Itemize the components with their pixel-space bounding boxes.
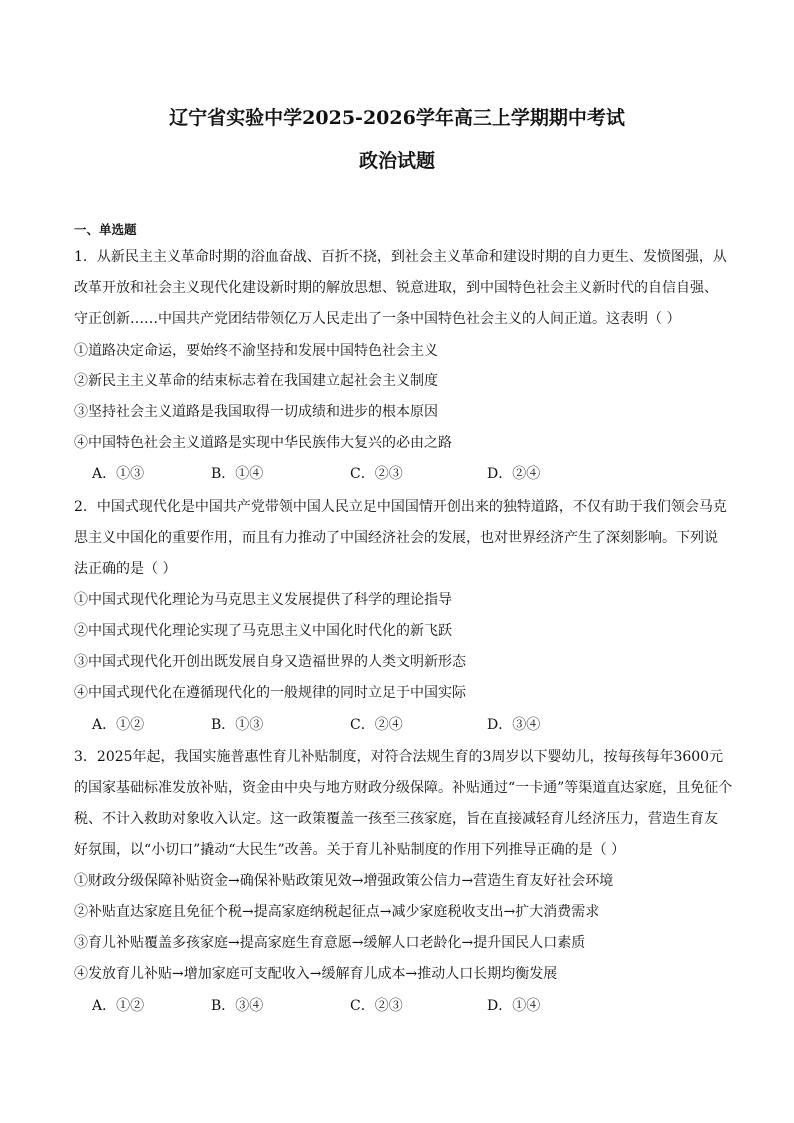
choice-d[interactable]: D．①④: [487, 998, 541, 1014]
statement-option: ④中国特色社会主义道路是实现中华民族伟大复兴的必由之路: [74, 435, 452, 451]
question-stem-line: 法正确的是（ ）: [74, 561, 177, 577]
answer-choices: [92, 716, 692, 734]
question-stem-line: 税、不计入救助对象收入认定。这一政策覆盖一孩至三孩家庭，旨在直接减轻育儿经济压力，营造生育友: [74, 811, 718, 827]
answer-choices: [92, 997, 692, 1015]
question-stem-line: 思主义中国化的重要作用，而且有力推动了中国经济社会的发展，也对世界经济产生了深刻影响。下列说: [74, 530, 718, 546]
answer-choices: [92, 465, 692, 483]
exam-title: 辽宁省实验中学2025-2026学年高三上学期期中考试: [169, 107, 625, 129]
statement-option: ③中国式现代化开创出既发展自身又造福世界的人类文明新形态: [74, 654, 466, 670]
exam-subject: 政治试题: [358, 150, 435, 172]
choice-c[interactable]: C．②④: [350, 717, 403, 733]
choice-a[interactable]: A．①②: [92, 717, 145, 733]
statement-option: ③育儿补贴覆盖多孩家庭→提高家庭生育意愿→缓解人口老龄化→提升国民人口素质: [74, 935, 586, 951]
question-stem-line: 的国家基础标准发放补贴，资金由中央与地方财政分级保障。补贴通过“一卡通”等渠道直达家庭，且免征个: [74, 780, 733, 796]
statement-option: ②补贴直达家庭且免征个税→提高家庭纳税起征点→减少家庭税收支出→扩大消费需求: [74, 904, 600, 920]
choice-b[interactable]: B．①④: [211, 466, 264, 482]
question-stem-line: 2．中国式现代化是中国共产党带领中国人民立足中国国情开创出来的独特道路，不仅有助于我们领会马克: [74, 499, 727, 515]
statement-option: ②新民主主义革命的结束标志着在我国建立起社会主义制度: [74, 373, 438, 389]
choice-a[interactable]: A．①③: [92, 466, 145, 482]
question-stem-line: 好氛围，以“小切口”撬动“大民生”改善。关于育儿补贴制度的作用下列推导正确的是（ ）: [74, 842, 626, 858]
question-stem-line: 1．从新民主主义革命时期的浴血奋战、百折不挠，到社会主义革命和建设时期的自力更生、发愤图强，从: [74, 249, 727, 265]
statement-option: ②中国式现代化理论实现了马克思主义中国化时代化的新飞跃: [74, 623, 452, 639]
question-stem-line: 改革开放和社会主义现代化建设新时期的解放思想、锐意进取，到中国特色社会主义新时代的自信自强、: [74, 280, 718, 296]
statement-option: ④中国式现代化在遵循现代化的一般规律的同时立足于中国实际: [74, 685, 466, 701]
choice-c[interactable]: C．②③: [350, 998, 403, 1014]
statement-option: ④发放育儿补贴→增加家庭可支配收入→缓解育儿成本→推动人口长期均衡发展: [74, 966, 558, 982]
section-heading: 一、单选题: [74, 222, 137, 237]
choice-d[interactable]: D．③④: [487, 717, 541, 733]
statement-option: ①财政分级保障补贴资金→确保补贴政策见效→增强政策公信力→营造生育友好社会环境: [74, 873, 614, 889]
choice-d[interactable]: D．②④: [487, 466, 541, 482]
choice-b[interactable]: B．①③: [211, 717, 264, 733]
question-stem-line: 3．2025年起，我国实施普惠性育儿补贴制度，对符合法规生育的3周岁以下婴幼儿，按每孩每年3600元: [74, 749, 724, 765]
question-stem-line: 守正创新……中国共产党团结带领亿万人民走出了一条中国特色社会主义的人间正道。这表明（ ）: [74, 311, 681, 327]
statement-option: ①中国式现代化理论为马克思主义发展提供了科学的理论指导: [74, 592, 452, 608]
statement-option: ③坚持社会主义道路是我国取得一切成绩和进步的根本原因: [74, 404, 438, 420]
choice-c[interactable]: C．②③: [350, 466, 403, 482]
choice-b[interactable]: B．③④: [211, 998, 264, 1014]
statement-option: ①道路决定命运，要始终不渝坚持和发展中国特色社会主义: [74, 343, 438, 359]
choice-a[interactable]: A．①②: [92, 998, 145, 1014]
